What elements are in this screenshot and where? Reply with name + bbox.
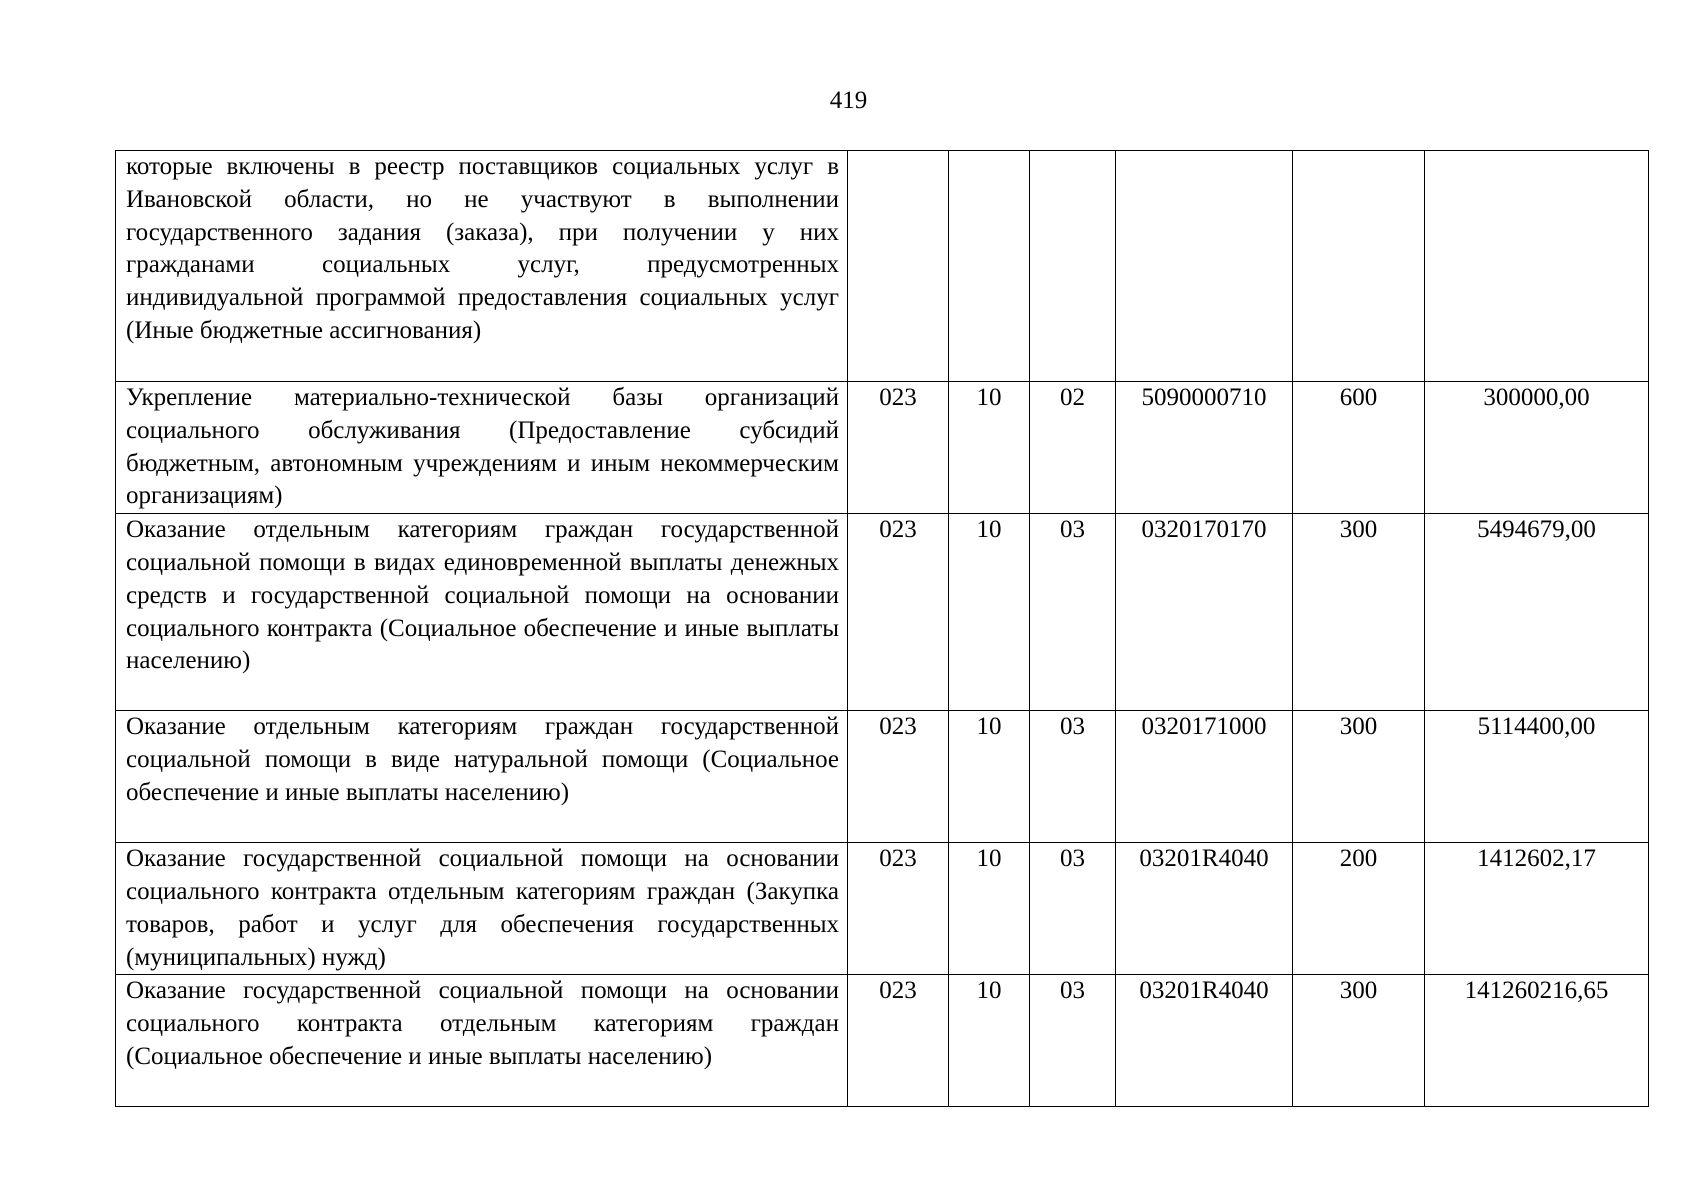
row-amount: 1412602,17 [1425, 843, 1649, 975]
row-amount: 141260216,65 [1425, 975, 1649, 1107]
row-expense-type: 300 [1293, 514, 1425, 711]
row-section: 10 [949, 382, 1030, 514]
table-row [116, 514, 1649, 711]
row-section: 10 [949, 711, 1030, 843]
budget-table [115, 150, 1649, 1107]
row-subsection: 02 [1030, 382, 1116, 514]
row-description: Оказание государственной социальной помощи на основании социального контракта отдельным категориям граждан (Закупка товаров, работ и услуг для обеспечения государственных (муниципальных) нужд) [116, 843, 848, 975]
table-row [116, 151, 1649, 382]
row-subsection [1030, 151, 1116, 382]
row-amount: 300000,00 [1425, 382, 1649, 514]
row-grbs-code: 023 [848, 711, 949, 843]
row-expense-type: 300 [1293, 975, 1425, 1107]
row-description: Оказание отдельным категориям граждан государственной социальной помощи в видах единовременной выплаты денежных средств и государственной социальной помощи на основании социального контракта (Социальное обеспечение и иные выплаты населению) [116, 514, 848, 711]
row-target-article: 03201R4040 [1116, 975, 1293, 1107]
row-target-article: 5090000710 [1116, 382, 1293, 514]
page-number: 419 [829, 87, 868, 114]
row-subsection: 03 [1030, 843, 1116, 975]
row-section: 10 [949, 514, 1030, 711]
row-grbs-code: 023 [848, 843, 949, 975]
row-expense-type: 300 [1293, 711, 1425, 843]
row-amount [1425, 151, 1649, 382]
row-amount: 5114400,00 [1425, 711, 1649, 843]
row-section [949, 151, 1030, 382]
table-row [116, 975, 1649, 1107]
row-expense-type [1293, 151, 1425, 382]
row-grbs-code: 023 [848, 975, 949, 1107]
row-amount: 5494679,00 [1425, 514, 1649, 711]
row-description: Укрепление материально-технической базы организаций социального обслуживания (Предоставление субсидий бюджетным, автономным учреждениям и иным некоммерческим организациям) [116, 382, 848, 514]
row-expense-type: 600 [1293, 382, 1425, 514]
row-target-article [1116, 151, 1293, 382]
table-row [116, 382, 1649, 514]
row-section: 10 [949, 975, 1030, 1107]
row-description: Оказание отдельным категориям граждан государственной социальной помощи в виде натуральной помощи (Социальное обеспечение и иные выплаты населению) [116, 711, 848, 843]
row-subsection: 03 [1030, 975, 1116, 1107]
row-grbs-code: 023 [848, 514, 949, 711]
row-section: 10 [949, 843, 1030, 975]
row-description: которые включены в реестр поставщиков социальных услуг в Ивановской области, но не участвуют в выполнении государственного задания (заказа), при получении у них гражданами социальных услуг, предусмотренных индивидуальной программой предоставления социальных услуг (Иные бюджетные ассигнования) [116, 151, 848, 382]
table-row [116, 843, 1649, 975]
table-row [116, 711, 1649, 843]
row-subsection: 03 [1030, 711, 1116, 843]
row-target-article: 0320171000 [1116, 711, 1293, 843]
row-subsection: 03 [1030, 514, 1116, 711]
row-target-article: 0320170170 [1116, 514, 1293, 711]
row-grbs-code: 023 [848, 382, 949, 514]
row-description: Оказание государственной социальной помощи на основании социального контракта отдельным категориям граждан (Социальное обеспечение и иные выплаты населению) [116, 975, 848, 1107]
row-grbs-code [848, 151, 949, 382]
row-target-article: 03201R4040 [1116, 843, 1293, 975]
row-expense-type: 200 [1293, 843, 1425, 975]
